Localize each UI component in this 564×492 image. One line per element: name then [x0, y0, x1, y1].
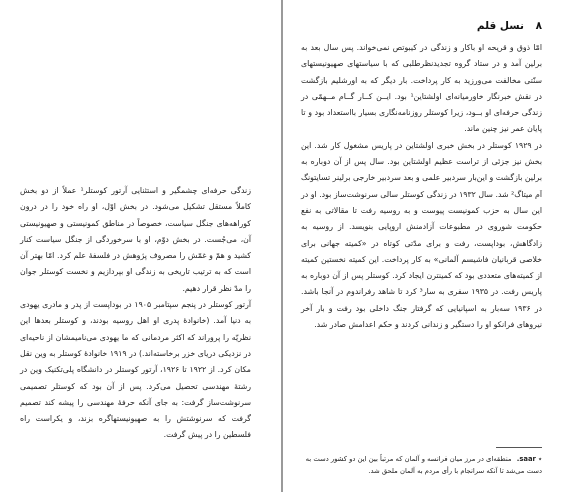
left-page-body: [20, 183, 251, 444]
left-page: [0, 0, 281, 492]
footnote-mark: ٭ saar.: [516, 455, 542, 463]
right-page-body: [301, 40, 542, 333]
running-head: [301, 20, 542, 32]
book-spine: [281, 0, 283, 492]
paragraph: آرتور کوستلر در پنجم سپتامبر ۱۹۰۵ در بوداپست از پدر و مادری یهودی به دنیا آمد. (خانوادهٔ پدری او اهل روسیه بودند، و کوستلر بعدها این نظریّه را پروراند که اکثر مردمانی که ما یهودی می‌نامیمشان از ناحیه‌ای در نزدیکی دریای خزر برخاسته‌اند.) در ۱۹۱۹ خانوادهٔ کوستلر به وین نقل مکان کرد. از ۱۹۲۲ تا ۱۹۲۶، آرتور کوستلر در دانشگاه پلی‌تکنیک وین در رشتهٔ مهندسی تحصیل می‌کرد. پس از آن بود که کوستلر تصمیمی سرنوشت‌ساز گرفت: به جای آنکه حرفهٔ مهندسی را پیشه کند تصمیم گرفت که سرنوشتش را به صهیونیستهاگره بزند، و یکراست راه فلسطین را در پیش گرفت.: [20, 300, 251, 440]
footnote-text: منطقه‌ای در مرز میان فرانسه و آلمان که مرتباً بین این دو کشور دست به دست می‌شد تا آنکه سرانجام با رأی مردم به آلمان ملحق شد.: [305, 455, 542, 475]
paragraph: در ۱۹۲۹ کوستلر در بخش خبری اولشتاین در پاریس مشغول کار شد. این بخش نیز جزئی از تراست عظیم اولشتاین بود. سال پس از آن دوباره به برلین بازگشت و این‌بار سردبیر علمی و بعد سردبیر خارجی برلینر تسایتونگ اَم میتاگ² شد. سال ۱۹۳۲ در زندگی کوستلر سالی سرنوشت‌ساز بود. او در این سال به حزب کمونیست پیوست و به روسیه رفت تا مقالاتی به نفع حکومت شوروی در مطبوعات آزادمنش اروپایی بنویسد. از روسیه به زادگاهش، بوداپست، رفت و برای مدّتی کوتاه در «کمیته جهانی برای خلاصی قربانیان فاشیسم آلمانی» به کار پرداخت. این کمیته نخستین کمیته از کمیته‌های متعددی بود که کمینترن ایجاد کرد. کوستلر پس از آن دوباره به پاریس رفت. در ۱۹۳۵ سفری به سار³ کرد تا شاهد رفراندوم در آنجا باشد. در ۱۹۳۶ سه‌بار به اسپانیایی که گرفتار جنگ داخلی بود رفت و بار آخر نیروهای فرانکو او را دستگیر و زندانی کردند و حکم اعدامش صادر شد.: [300, 140, 543, 330]
running-head-title: نسل قلم: [476, 20, 524, 32]
footnote: [301, 453, 542, 477]
right-page: [283, 0, 564, 492]
page-number: ۸: [535, 20, 542, 32]
footnote-rule: [496, 447, 542, 448]
paragraph: زندگی حرفه‌ای چشمگیر و استثنایی آرتور کوستلر¹ عملاً از دو بخش کاملاً مستقل تشکیل می‌شود. در بخش اوّل، او راه خود را در درون کوراهه‌های جنگل سیاست، خصوصاً در مناطق کمونیستی و صهیونیستی آن، می‌جُست. در بخش دوّم، او با سرخوردگی از جنگل سیاست کنار کشید و همّ و غمّش را مصروف پژوهش در فلسفهٔ علم کرد. امّا بهتر آن است که به ترتیب تاریخی به زندگی او بپردازیم و نخست کوستلر جوان را مدّ نظر قرار دهیم.: [20, 186, 251, 293]
paragraph: امّا ذوق و قریحه او باکار و زندگی در کیبوتص نمی‌خواند. پس سال بعد به برلین آمد و در ستاد گروه تجدیدنظرطلبی که با سیاستهای صهیونیستهای سنّتی مخالفت می‌ورزید به کار پرداخت. بار دیگر که به اورشلیم بازگشت در نقش خبرنگار خاورمیانه‌ای اولشتاین¹ بود. ایــن کــار گــام مــهمّی در زندگی حرفه‌ای او بــود، زیرا کوستلر روزنامه‌نگاری بسیار بااستعداد بود و تا پایان عمر نیز چنین ماند.: [301, 43, 542, 134]
